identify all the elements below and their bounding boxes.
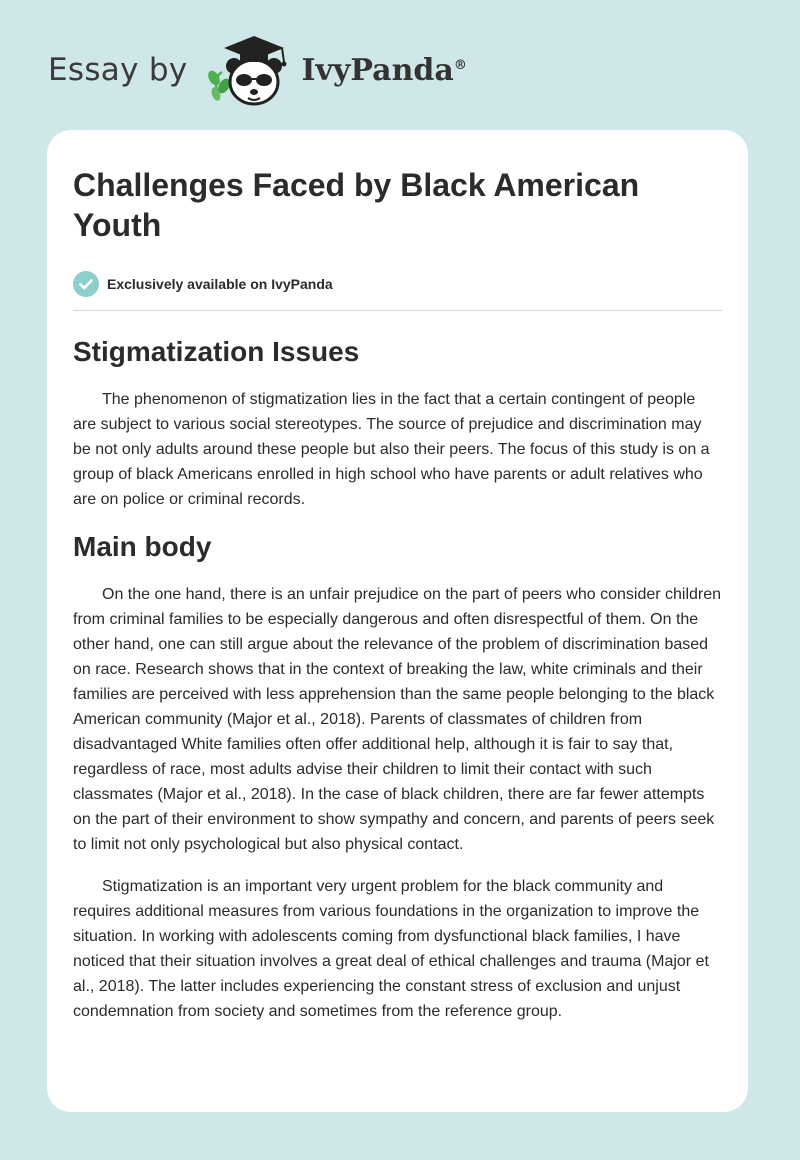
exclusive-badge [73, 271, 722, 297]
essay-card [47, 130, 748, 1112]
section-heading: Main body [73, 531, 212, 562]
registered-mark: ® [453, 57, 467, 73]
paragraph: On the one hand, there is an unfair prejudice on the part of peers who consider children from criminal families to be especially dangerous and often disrespectful of them. On the other hand, one can still argue about the relevance of the problem of discrimination based on race. Research shows that in the context of breaking the law, white criminals and their families are perceived with less apprehension than the same people belonging to the black American community (Major et al., 2018). Parents of classmates of children from disadvantaged White families often offer additional help, although it is fair to say that, regardless of race, most adults advise their children to limit their contact with such classmates (Major et al., 2018). In the case of black children, there are far fewer attempts on the part of their environment to show sympathy and concern, and parents of peers seek to limit not only psychological but also physical contact. [73, 586, 722, 853]
check-circle-icon [73, 271, 99, 297]
brand-header [48, 30, 467, 110]
section-main-body [73, 530, 722, 1024]
badge-label: Exclusively available on IvyPanda [107, 276, 333, 292]
section-stigmatization-issues [73, 335, 722, 512]
brand-name: IvyPanda® [301, 52, 467, 88]
paragraph: The phenomenon of stigmatization lies in the fact that a certain contingent of people are subject to various social stereotypes. The source of prejudice and discrimination may be not only adults around these people but also their peers. The focus of this study is on a group of black Americans enrolled in high school who have parents or adult relatives who are on police or criminal records. [73, 391, 710, 508]
panda-graduate-logo-icon [204, 30, 296, 110]
section-heading: Stigmatization Issues [73, 336, 360, 367]
brand-prefix: Essay by [48, 52, 188, 88]
page-title: Challenges Faced by Black American Youth [73, 167, 640, 243]
title-divider [73, 310, 722, 311]
paragraph: Stigmatization is an important very urgent problem for the black community and requires additional measures from various foundations in the organization to improve the situation. In working with adolescents coming from dysfunctional black families, I have noticed that their situation involves a great deal of ethical challenges and trauma (Major et al., 2018). The latter includes experiencing the constant stress of exclusion and unjust condemnation from society and sometimes from the reference group. [73, 878, 709, 1020]
